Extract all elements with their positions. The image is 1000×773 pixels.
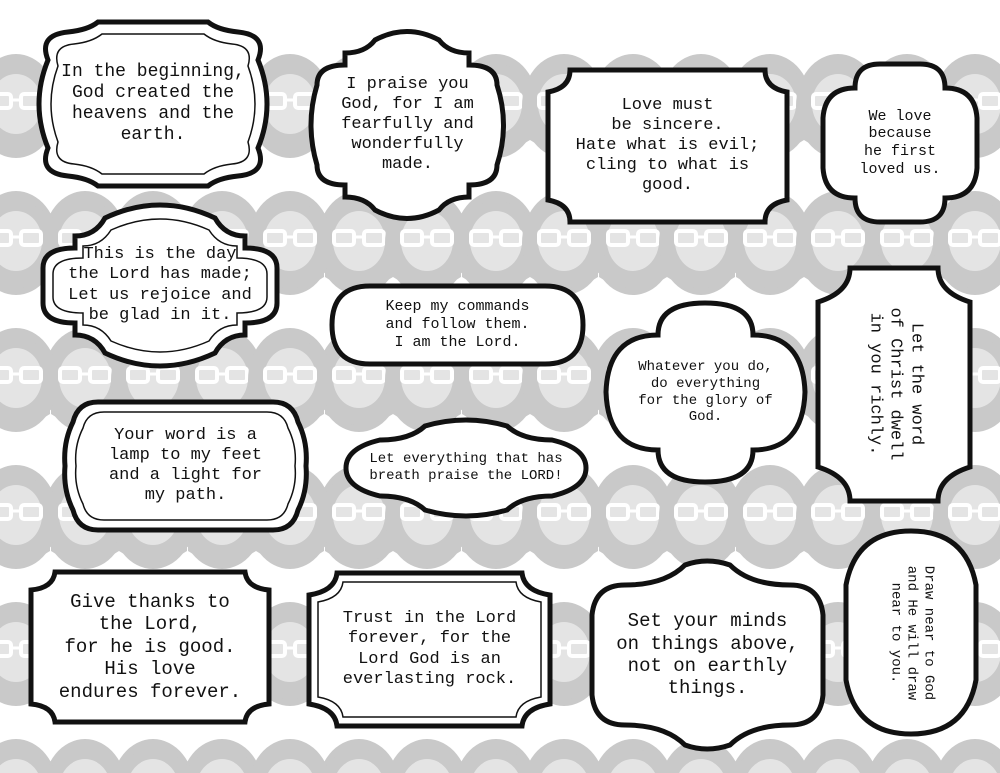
verse-text: Whatever you do, do everything for the glory of God. — [638, 359, 773, 426]
girl-with-glasses-icon — [0, 465, 58, 569]
girl-with-glasses-icon — [385, 739, 469, 773]
label-card — [810, 262, 978, 507]
girl-with-glasses-icon — [180, 739, 264, 773]
label-card — [598, 295, 813, 490]
verse-text: Trust in the Lord forever, for the Lord God is an everlasting rock. — [342, 609, 517, 689]
girl-with-glasses-icon — [43, 739, 127, 773]
label-card — [28, 20, 278, 188]
girl-with-glasses-icon — [865, 739, 949, 773]
girl-with-glasses-icon — [248, 739, 332, 773]
verse-text: We love because he first loved us. — [859, 107, 941, 178]
verse-text: Let the word of Christ dwell in you richly. — [865, 307, 926, 461]
label-card — [305, 25, 510, 225]
label-card — [325, 280, 590, 370]
girl-with-glasses-icon — [454, 739, 538, 773]
label-card — [585, 555, 830, 755]
verse-text: Love must be sincere. Hate what is evil; cling to what is good. — [575, 95, 760, 196]
verse-text: Set your minds on things above, not on earthly things. — [616, 610, 799, 700]
verse-text: Your word is a lamp to my feet and a light for my path. — [108, 425, 263, 506]
girl-with-glasses-icon — [933, 739, 1000, 773]
girl-with-glasses-icon — [317, 739, 401, 773]
verse-text: I praise you God, for I am fearfully and wonderfully made. — [341, 74, 474, 175]
verse-text: Let everything that has breath praise the LORD! — [369, 451, 563, 484]
label-card — [815, 58, 985, 228]
label-card — [302, 567, 557, 732]
label-card — [58, 392, 313, 540]
label-card — [340, 418, 592, 518]
girl-with-glasses-icon — [0, 739, 58, 773]
verse-text: Give thanks to the Lord, for he is good. His love endures forever. — [58, 590, 242, 703]
verse-text: Draw near to God and He will draw near to you. — [887, 565, 937, 701]
verse-text: This is the day the Lord has made; Let us rejoice and be glad in it. — [68, 245, 252, 325]
verse-text: In the beginning, God created the heavens and the earth. — [61, 61, 245, 146]
label-card — [838, 525, 984, 740]
label-card — [540, 62, 795, 230]
label-card — [25, 566, 275, 728]
label-card — [35, 198, 285, 373]
verse-text: Keep my commands and follow them. I am the Lord. — [385, 298, 530, 351]
girl-with-glasses-icon — [111, 739, 195, 773]
